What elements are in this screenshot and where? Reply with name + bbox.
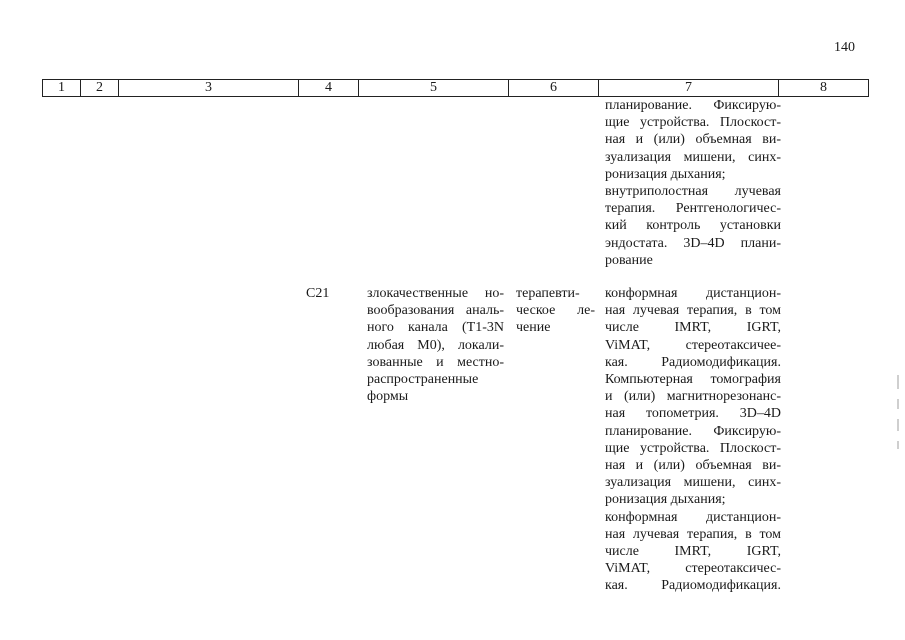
column-number-1: 1 <box>43 80 81 97</box>
column-number-4: 4 <box>299 80 359 97</box>
text-line: любая M0), локали- <box>367 337 504 353</box>
text-line: кий контроль установки <box>605 218 781 234</box>
text-line: планирование. Фиксирую- <box>605 98 781 113</box>
text-line: Компьютерная томография <box>605 372 781 388</box>
column-number-7: 7 <box>599 80 779 97</box>
column-number-6: 6 <box>509 80 599 97</box>
scan-artifact <box>897 375 900 475</box>
continuation-col7-text <box>605 97 781 269</box>
text-line: зуализация мишени, синх- <box>605 475 781 491</box>
text-line: щие устройства. Плоскост- <box>605 115 781 131</box>
text-line: ческое ле- <box>516 303 595 319</box>
text-line: ная и (или) объемная ви- <box>605 132 781 148</box>
text-line: планирование. Фиксирую- <box>605 423 781 439</box>
text-line: зованные и местно- <box>367 354 504 370</box>
text-line: кая. Радиомодификация. <box>605 578 781 594</box>
diagnosis-code: C21 <box>306 286 330 301</box>
text-line: ViMAT, стереотаксичее- <box>605 337 781 353</box>
text-line: вообразования аналь- <box>367 303 504 319</box>
text-line: зуализация мишени, синх- <box>605 149 781 165</box>
text-line: конформная дистанцион- <box>605 286 781 301</box>
text-line: эндостата. 3D–4D плани- <box>605 235 781 251</box>
text-line: распространенные <box>367 372 479 388</box>
text-line: ронизация дыхания; <box>605 492 726 508</box>
text-line: ная лучевая терапия, в том <box>605 303 781 319</box>
text-line: внутриполостная лучевая <box>605 184 781 200</box>
text-line: ная и (или) объемная ви- <box>605 458 781 474</box>
treatment-type <box>516 285 595 337</box>
text-line: кая. Радиомодификация. <box>605 354 781 370</box>
text-line: чение <box>516 320 551 336</box>
text-line: формы <box>367 389 409 405</box>
column-number-3: 3 <box>119 80 299 97</box>
column-number-row <box>42 79 869 97</box>
text-line: рование <box>605 252 653 268</box>
text-line: терапия. Рентгенологичес- <box>605 201 781 217</box>
text-line: злокачественные но- <box>367 286 504 301</box>
diagnosis-description <box>367 285 504 405</box>
text-line: ного канала (T1-3N <box>367 320 504 336</box>
text-line: терапевти- <box>516 286 580 301</box>
text-line: конформная дистанцион- <box>605 509 781 525</box>
page-number: 140 <box>834 40 855 55</box>
text-line: числе IMRT, IGRT, <box>605 544 781 560</box>
column-number-2: 2 <box>81 80 119 97</box>
column-number-8: 8 <box>779 80 869 97</box>
text-line: числе IMRT, IGRT, <box>605 320 781 336</box>
text-line: ронизация дыхания; <box>605 166 726 182</box>
text-line: ная лучевая терапия, в том <box>605 526 781 542</box>
treatment-method <box>605 285 781 595</box>
text-line: ViMAT, стереотаксичес- <box>605 561 781 577</box>
column-number-5: 5 <box>359 80 509 97</box>
text-line: ная топометрия. 3D–4D <box>605 406 781 422</box>
text-line: и (или) магнитнорезонанс- <box>605 389 781 405</box>
text-line: щие устройства. Плоскост- <box>605 440 781 456</box>
